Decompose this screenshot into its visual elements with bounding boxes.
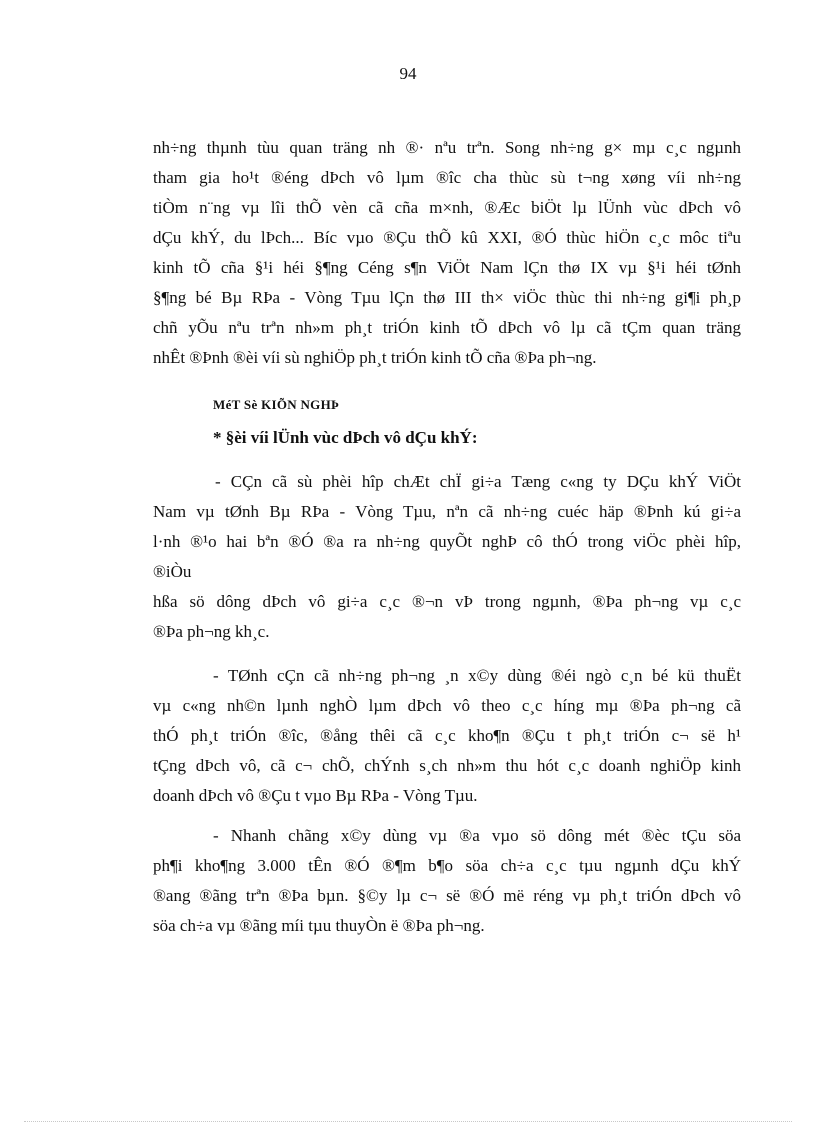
text-line: thÓ ph¸t triÓn ®îc, ®ång thêi cã c¸c kho¶n ®Çu t ph¸t triÓn c¬ së h¹ (153, 726, 741, 745)
text-line: vµ c«ng nh©n lµnh nghÒ lµm dÞch vô theo c¸c híng mµ ®Þa ph¬ng cã (153, 696, 741, 715)
recommendation-paragraph-2 (153, 661, 741, 811)
text-line: tÇng dÞch vô, cã c¬ chÕ, chÝnh s¸ch nh»m thu hót c¸c doanh nghiÖp kinh (153, 756, 741, 775)
subsection-title: * §èi víi lÜnh vùc dÞch vô dÇu khÝ: (213, 428, 478, 447)
text-line: doanh dÞch vô ®Çu t vµo Bµ RÞa - Vòng Tµu. (153, 786, 478, 805)
text-line: hßa sö dông dÞch vô gi÷a c¸c ®¬n vÞ trong ngµnh, ®Þa ph¬ng vµ c¸c (153, 592, 741, 611)
text-line: ®iÒu (153, 562, 192, 581)
page-bottom-border (24, 1121, 792, 1122)
text-line: tiÒm n¨ng vµ lîi thÕ vèn cã cña m×nh, ®Æc biÖt lµ lÜnh vùc dÞch vô (153, 198, 741, 217)
intro-paragraph (153, 133, 741, 373)
text-line: ®Þa ph¬ng kh¸c. (153, 622, 270, 641)
text-line: chñ yÕu nªu trªn nh»m ph¸t triÓn kinh tÕ dÞch vô lµ cã tÇm quan träng (153, 318, 741, 337)
text-line: §¶ng bé Bµ RÞa - Vòng Tµu lÇn thø III th× viÖc thùc thi nh÷ng gi¶i ph¸p (153, 288, 741, 307)
text-line: ph¶i kho¶ng 3.000 tÊn ®Ó ®¶m b¶o söa ch÷a c¸c tµu ngµnh dÇu khÝ (153, 856, 741, 875)
recommendation-paragraph-1 (153, 467, 741, 647)
page-number: 94 (399, 64, 417, 83)
text-line: - Nhanh chãng x©y dùng vµ ®a vµo sö dông mét ®èc tÇu söa (213, 826, 741, 845)
text-line: l·nh ®¹o hai bªn ®Ó ®a ra nh÷ng quyÕt nghÞ cô thÓ trong viÖc phèi hîp, (153, 532, 741, 551)
text-line: kinh tÕ cña §¹i héi §¶ng Céng s¶n ViÖt Nam lÇn thø IX vµ §¹i héi tØnh (153, 258, 741, 277)
text-line: tham gia ho¹t ®éng dÞch vô lµm ®îc cha thùc sù t¬ng xøng víi nh÷ng (153, 168, 741, 187)
text-line: dÇu khÝ, du lÞch... Bíc vµo ®Çu thÕ kû XXI, ®Ó thùc hiÖn c¸c môc tiªu (153, 228, 741, 247)
section-title: MéT Sè KIÕN NGHÞ (213, 397, 340, 412)
text-line: nhÊt ®Þnh ®èi víi sù nghiÖp ph¸t triÓn kinh tÕ cña ®Þa ph¬ng. (153, 348, 597, 367)
text-line: Nam vµ tØnh Bµ RÞa - Vòng Tµu, nªn cã nh÷ng cuéc häp ®Þnh kú gi÷a (153, 502, 741, 521)
text-line: - TØnh cÇn cã nh÷ng ph¬ng ¸n x©y dùng ®éi ngò c¸n bé kü thuËt (213, 666, 741, 685)
text-line: ®ang ®ãng trªn ®Þa bµn. §©y lµ c¬ së ®Ó më réng vµ ph¸t triÓn dÞch vô (153, 886, 741, 905)
text-line: - CÇn cã sù phèi hîp chÆt chÏ gi÷a Tæng c«ng ty DÇu khÝ ViÖt (215, 472, 741, 491)
text-line: söa ch÷a vµ ®ãng míi tµu thuyÒn ë ®Þa ph¬ng. (153, 916, 485, 935)
text-line: nh÷ng thµnh tùu quan träng nh ®· nªu trªn. Song nh÷ng g× mµ c¸c ngµnh (153, 138, 741, 157)
recommendation-paragraph-3 (153, 821, 741, 941)
